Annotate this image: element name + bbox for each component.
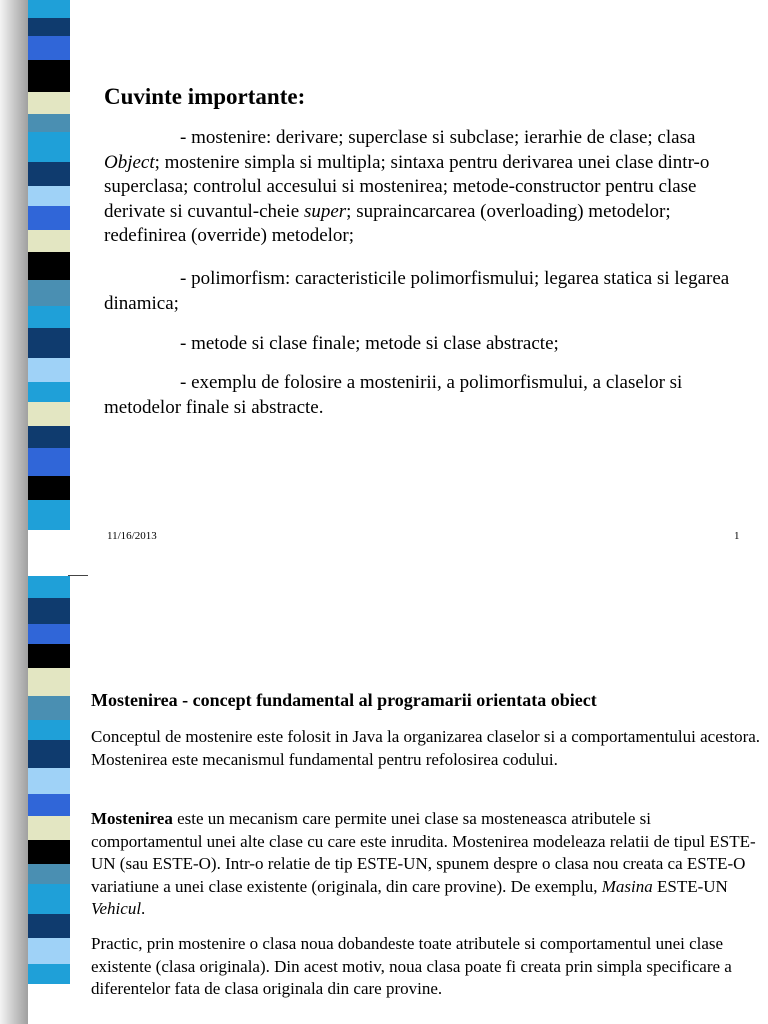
stripe-block xyxy=(28,114,70,132)
decorative-stripe xyxy=(28,576,70,1024)
stripe-block xyxy=(28,18,70,36)
stripe-block xyxy=(28,668,70,696)
stripe-block xyxy=(28,914,70,938)
stripe-block xyxy=(28,644,70,668)
paragraph-practice xyxy=(91,933,761,1001)
stripe-block xyxy=(28,696,70,720)
text-run: ; mostenire simpla si multipla; sintaxa pentru derivarea unei clase dintr-o superclasa; controlul accesului si mostenirea; metode-constructor pentru clase derivate si cuvantul-cheie xyxy=(104,151,710,222)
text-run: ESTE-UN xyxy=(652,876,728,896)
stripe-block xyxy=(28,92,70,114)
stripe-block xyxy=(28,162,70,186)
slide-edge-shadow xyxy=(0,576,28,1024)
stripe-block xyxy=(28,768,70,794)
keyword-item-polymorphism xyxy=(104,267,744,316)
stripe-block xyxy=(28,624,70,644)
stripe-block xyxy=(28,840,70,864)
stripe-block xyxy=(28,598,70,624)
stripe-block xyxy=(28,740,70,768)
stripe-block xyxy=(28,938,70,964)
stripe-block xyxy=(28,884,70,914)
keyword-item-inheritance xyxy=(104,126,744,249)
text-run: - exemplu de folosire a mostenirii, a polimorfismului, a claselor si metodelor finale si abstracte. xyxy=(104,372,683,418)
stripe-block xyxy=(28,864,70,884)
stripe-block xyxy=(28,476,70,500)
paragraph-concept xyxy=(91,726,761,771)
stripe-block xyxy=(28,720,70,740)
text-run: este un mecanism care permite unei clase sa mosteneasca atributele si comportamentul unei alte clase cu care este inrudita. Mostenirea modeleaza relatii de tipul ESTE-UN (sau ESTE-O). Intr-o relatie de tip ESTE-UN, spunem despre o clasa nou creata ca ESTE-O variatiune a unei clase existente (originala, din care provine). De exemplu, xyxy=(91,809,756,896)
keyword-item-example xyxy=(104,371,744,420)
text-run: . xyxy=(141,899,146,918)
slide-1-title: Cuvinte importante: xyxy=(104,84,306,109)
stripe-block xyxy=(28,306,70,328)
stripe-block xyxy=(28,186,70,206)
stripe-block xyxy=(28,252,70,280)
text-run: - mostenire: derivare; superclase si subclase; ierarhie de clase; clasa xyxy=(180,127,696,148)
stripe-block xyxy=(28,402,70,426)
stripe-block xyxy=(28,36,70,60)
stripe-block xyxy=(28,280,70,306)
stripe-block xyxy=(28,816,70,840)
stripe-block xyxy=(28,500,70,530)
text-run: Mostenirea xyxy=(91,809,173,828)
decorative-stripe xyxy=(28,0,70,576)
stripe-block xyxy=(28,132,70,162)
paragraph-definition xyxy=(91,808,761,921)
stripe-block xyxy=(28,576,70,598)
slide-edge-shadow xyxy=(0,0,28,576)
keyword-item-final-abstract xyxy=(104,332,744,357)
text-run: Object xyxy=(104,151,155,173)
text-run: Conceptul de mostenire este folosit in Java la organizarea claselor si a comportamentului acestora. Mostenirea este mecanismul fundamental pentru refolosirea codului. xyxy=(91,727,761,769)
stripe-block xyxy=(28,328,70,358)
text-run: - metode si clase finale; metode si clase abstracte; xyxy=(180,333,559,354)
stripe-block xyxy=(28,206,70,230)
slide-2-title: Mostenirea - concept fundamental al programarii orientata obiect xyxy=(91,690,597,710)
text-run: Masina xyxy=(601,876,653,896)
text-run: super xyxy=(303,200,347,222)
slide-2 xyxy=(0,576,768,1024)
stripe-block xyxy=(28,794,70,816)
text-run: Practic, prin mostenire o clasa noua dobandeste toate atributele si comportamentul unei clase existente (clasa originala). Din acest motiv, noua clasa poate fi creata prin simpla specificare a diferentelor fata de clasa originala din care provine. xyxy=(91,934,732,998)
text-run: ; supraincarcarea (overloading) metodelor; redefinirea (override) metodelor; xyxy=(104,200,671,246)
stripe-block xyxy=(28,448,70,476)
stripe-block xyxy=(28,358,70,382)
stripe-block xyxy=(28,964,70,984)
page-number: 1 xyxy=(734,530,740,542)
footer-date: 11/16/2013 xyxy=(107,530,157,542)
text-run: Vehicul xyxy=(91,899,142,918)
stripe-block xyxy=(28,382,70,402)
stripe-block xyxy=(28,0,70,18)
stripe-block xyxy=(28,230,70,252)
stripe-block xyxy=(28,60,70,92)
stripe-block xyxy=(28,426,70,448)
text-run: - polimorfism: caracteristicile polimorfismului; legarea statica si legarea dinamica; xyxy=(104,268,730,314)
